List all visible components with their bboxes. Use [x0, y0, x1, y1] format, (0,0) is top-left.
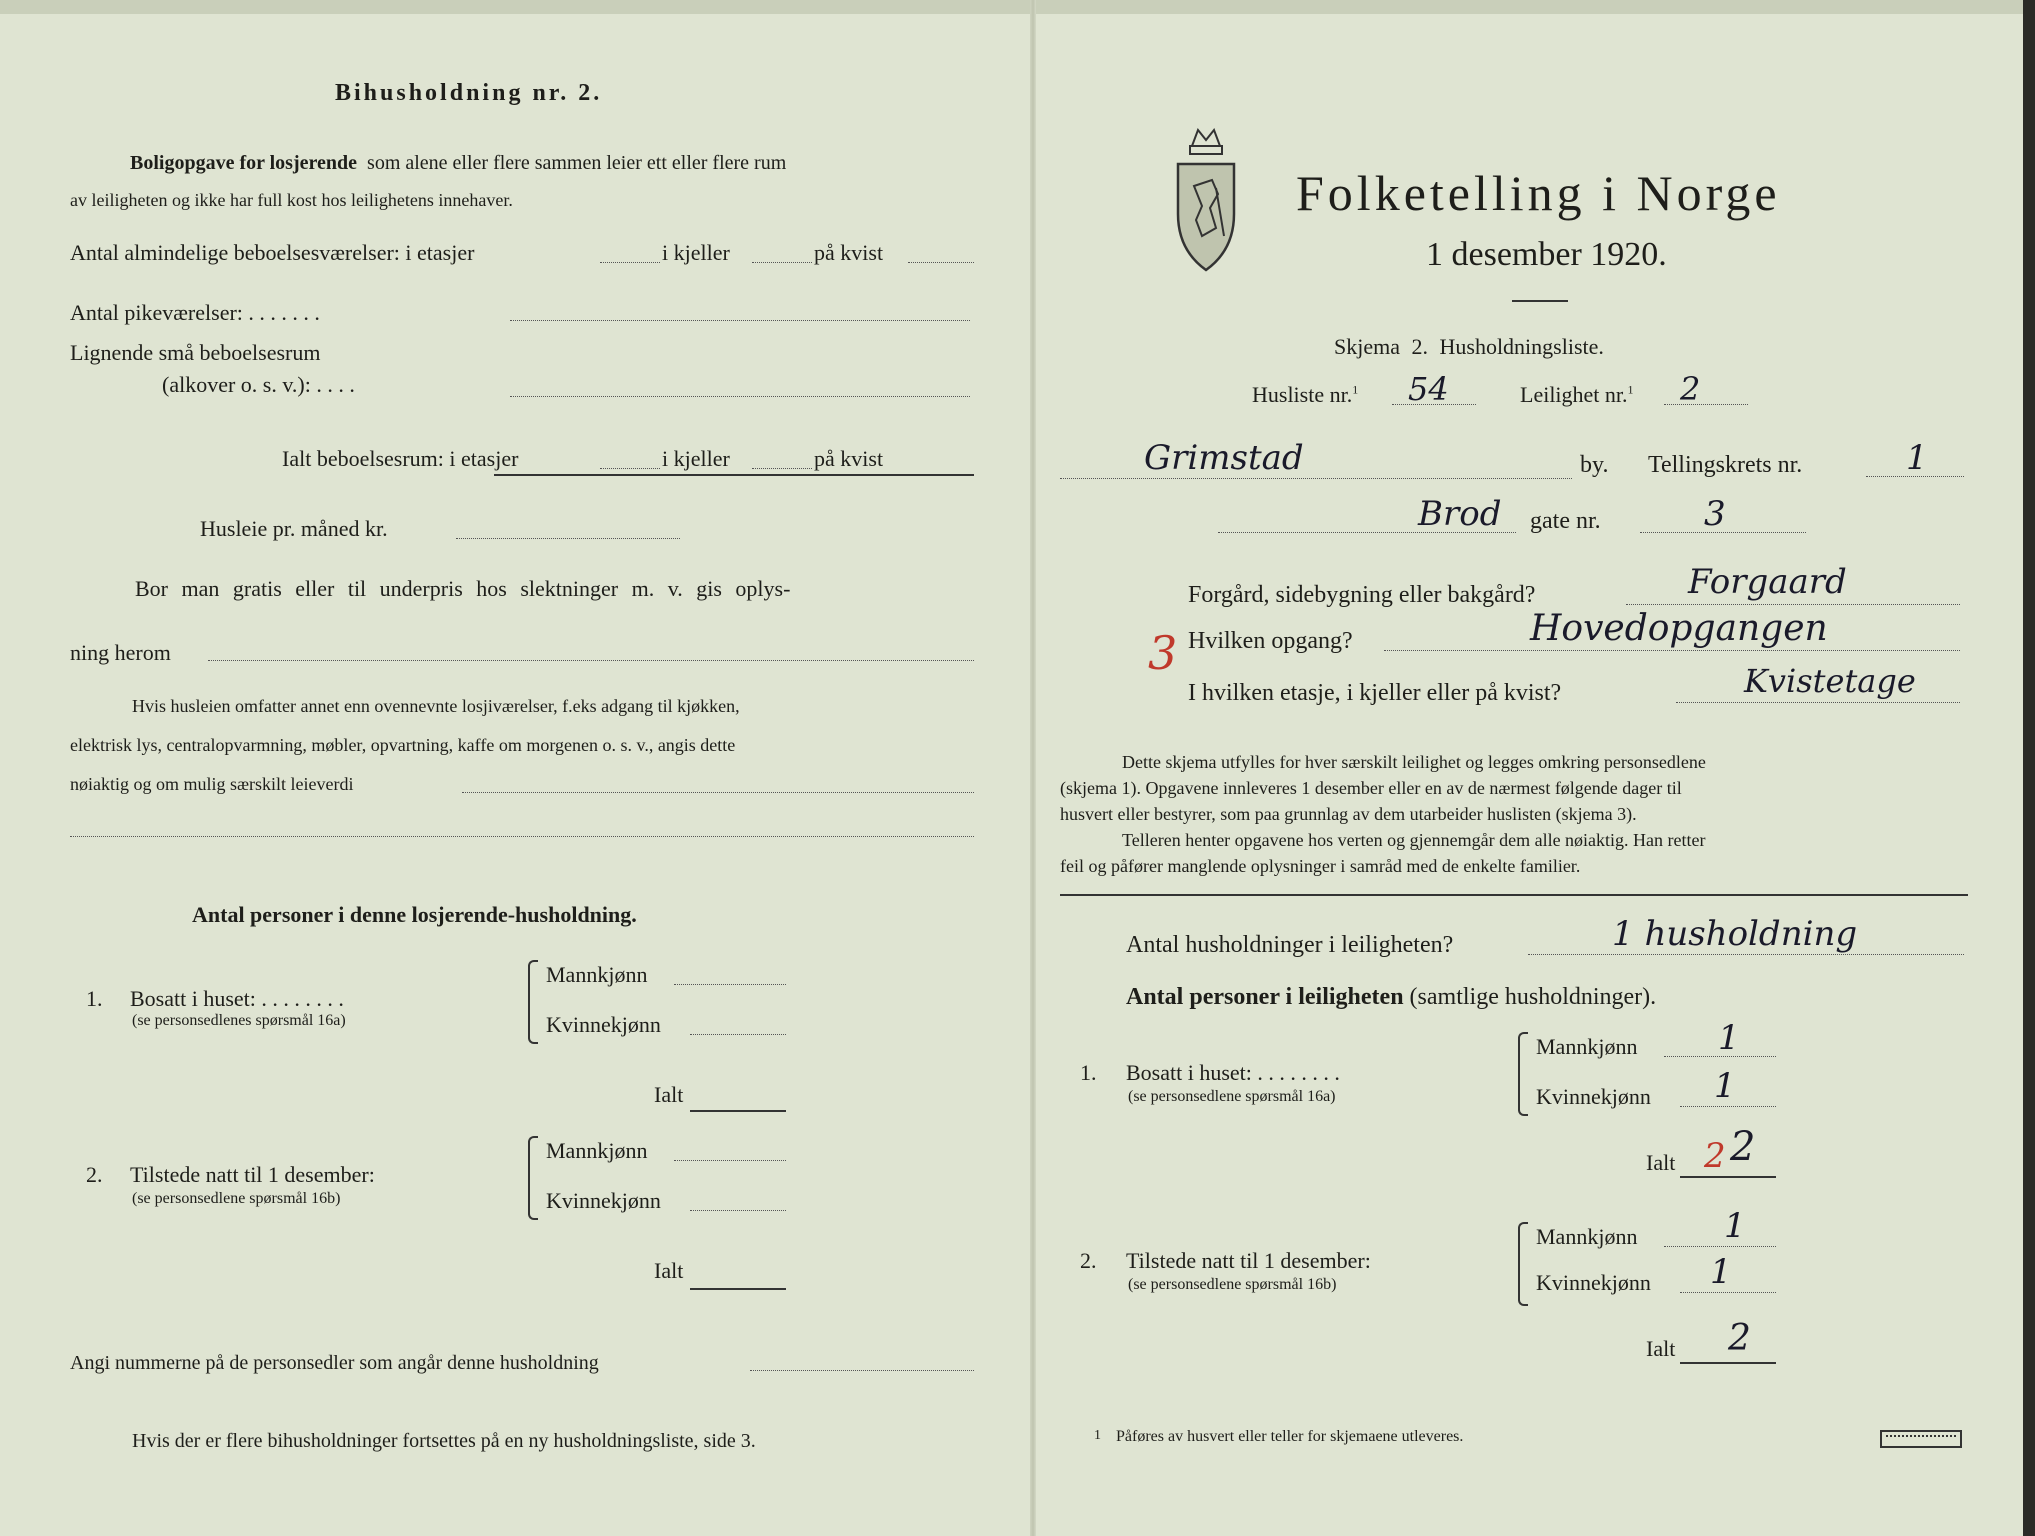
intro-line-1	[130, 152, 786, 175]
paper-top-edge	[0, 0, 2035, 14]
r-tilstede-kvinne-label: Kvinnekjønn	[1536, 1270, 1651, 1295]
by-label: by.	[1580, 452, 1609, 478]
krets-value: 1	[1906, 438, 1928, 478]
info-rule	[1060, 894, 1968, 896]
etasje-label: I hvilken etasje, i kjeller eller på kvist?	[1188, 680, 1562, 706]
leieverdi-field	[462, 792, 974, 793]
r-bosatt-ialt-label: Ialt	[1646, 1150, 1676, 1175]
opgang-label: Hvilken opgang?	[1188, 628, 1353, 654]
r-bosatt-brace	[1518, 1032, 1528, 1116]
opgang-field	[1384, 650, 1960, 651]
l-bosatt-brace	[528, 960, 538, 1044]
l-bosatt-kvinne-field	[690, 1034, 786, 1035]
r-bosatt-ialt-value: 2	[1730, 1124, 1756, 1170]
hvis-line-1: Hvis husleien omfatter annet enn ovennevnte losjiværelser, f.eks adgang til kjøkken,	[132, 696, 740, 716]
l-tilstede-kvinne-label: Kvinnekjønn	[546, 1188, 661, 1213]
left-title: Bihusholdning nr. 2.	[335, 80, 603, 106]
title-rule	[1512, 300, 1568, 302]
alm-kjeller-field	[752, 262, 812, 263]
gate-nr-value: 3	[1704, 494, 1726, 534]
husliste-label	[1252, 382, 1358, 408]
r-tilstede-mann-value: 1	[1724, 1206, 1746, 1246]
r-bosatt-kvinne-label: Kvinnekjønn	[1536, 1084, 1651, 1109]
footnote-text: Påføres av husvert eller teller for skjemaene utleveres.	[1116, 1428, 1464, 1445]
leilighet-footnote-mark: 1	[1627, 382, 1634, 397]
bor-man-line-2: ning herom	[70, 640, 171, 665]
skjema-label: Skjema 2. Husholdningsliste.	[1334, 334, 1604, 359]
l-bosatt-ref: (se personsedlenes spørsmål 16a)	[132, 1012, 346, 1029]
lignende-label-2: (alkover o. s. v.): . . . .	[162, 372, 355, 397]
l-bosatt-label: Bosatt i huset: . . . . . . . .	[130, 986, 344, 1011]
info-line-4: Telleren henter opgavene hos verten og gjennemgår dem alle nøiaktig. Han retter	[1122, 830, 1706, 850]
lignende-label-1: Lignende små beboelsesrum	[70, 340, 321, 365]
bor-man-field	[208, 660, 974, 661]
husleie-field	[456, 538, 680, 539]
census-date: 1 desember 1920.	[1426, 236, 1667, 273]
leilighet-value: 2	[1680, 370, 1701, 408]
info-line-3: husvert eller bestyrer, som paa grunnlag av dem utarbeider huslisten (skjema 3).	[1060, 804, 1637, 824]
antal-pike-label: Antal pikeværelser: . . . . . . .	[70, 300, 320, 325]
leilighet-field	[1664, 404, 1748, 405]
forgaard-field	[1626, 604, 1960, 605]
l-tilstede-mann-label: Mannkjønn	[546, 1138, 648, 1163]
intro-rest: som alene eller flere sammen leier ett eller flere rum	[367, 152, 787, 174]
etasje-value: Kvistetage	[1744, 662, 1916, 700]
info-line-5: feil og påfører manglende oplysninger i samråd med de enkelte familier.	[1060, 856, 1581, 876]
r-tilstede-ref: (se personsedlene spørsmål 16b)	[1128, 1276, 1337, 1293]
r-bosatt-label: Bosatt i huset: . . . . . . . .	[1126, 1060, 1340, 1085]
l-bosatt-ialt-field	[690, 1110, 786, 1112]
alm-kvist-field	[908, 262, 974, 263]
l-tilstede-mann-field	[674, 1160, 786, 1161]
ialt-kjeller-field	[752, 468, 812, 469]
printer-stamp-inner	[1886, 1435, 1956, 1437]
l-tilstede-ref: (se personsedlene spørsmål 16b)	[132, 1190, 341, 1207]
antal-pers-bold: Antal personer i leiligheten	[1126, 984, 1404, 1010]
r-tilstede-ialt-value: 2	[1728, 1318, 1751, 1359]
r-tilstede-ialt-label: Ialt	[1646, 1336, 1676, 1361]
info-line-2: (skjema 1). Opgavene innleveres 1 desember eller en av de nærmest følgende dager til	[1060, 778, 1682, 798]
r-tilstede-kvinne-value: 1	[1710, 1252, 1732, 1292]
page-fold	[1030, 0, 1036, 1536]
antal-pers-heading	[1126, 984, 1656, 1011]
leilighet-label	[1520, 382, 1634, 408]
footnote-mark: 1	[1094, 1428, 1101, 1443]
left-footer: Hvis der er flere bihusholdninger fortsettes på en ny husholdningsliste, side 3.	[132, 1430, 756, 1452]
l-tilstede-kvinne-field	[690, 1210, 786, 1211]
lignende-field	[510, 396, 970, 397]
antal-hush-field	[1528, 954, 1964, 955]
pike-field	[510, 320, 970, 321]
leieverdi-field-2	[70, 836, 974, 837]
l-bosatt-mann-field	[674, 984, 786, 985]
r-tilstede-mann-label: Mannkjønn	[1536, 1224, 1638, 1249]
l-bosatt-ialt-label: Ialt	[654, 1082, 684, 1107]
ialt-kvist-label: på kvist	[814, 446, 884, 471]
r-bosatt-ref: (se personsedlene spørsmål 16a)	[1128, 1088, 1336, 1105]
alm-kjeller-label: i kjeller	[662, 240, 730, 265]
angi-field	[750, 1370, 974, 1371]
ialt-bebo-label: Ialt beboelsesrum: i etasjer	[282, 446, 519, 471]
angi-label: Angi nummerne på de personsedler som angår denne husholdning	[70, 1352, 599, 1374]
antal-pers-rest: (samtlige husholdninger).	[1409, 984, 1657, 1010]
r-bosatt-mann-label: Mannkjønn	[1536, 1034, 1638, 1059]
alm-etasjer-field	[600, 262, 660, 263]
norway-coat-of-arms-icon	[1172, 124, 1240, 274]
r-tilstede-brace	[1518, 1222, 1528, 1306]
ialt-kjeller-label: i kjeller	[662, 446, 730, 471]
krets-label: Tellingskrets nr.	[1648, 452, 1803, 478]
husleie-label: Husleie pr. måned kr.	[200, 516, 388, 541]
l-tilstede-ialt-label: Ialt	[654, 1258, 684, 1283]
by-value: Grimstad	[1144, 438, 1304, 478]
r-bosatt-ialt-red-value: 2	[1704, 1136, 1726, 1176]
info-line-1: Dette skjema utfylles for hver særskilt leilighet og legges omkring personsedlene	[1122, 752, 1706, 772]
antal-alm-label: Antal almindelige beboelsesværelser: i etasjer	[70, 240, 475, 265]
l-tilstede-num: 2.	[86, 1162, 103, 1187]
r-tilstede-mann-field	[1664, 1246, 1776, 1247]
by-field	[1060, 478, 1572, 479]
right-title: Folketelling i Norge	[1296, 165, 1781, 221]
r-tilstede-ialt-field	[1680, 1362, 1776, 1364]
husliste-value: 54	[1408, 370, 1449, 408]
intro-bold: Boligopgave for losjerende	[130, 152, 358, 174]
l-bosatt-mann-label: Mannkjønn	[546, 962, 648, 987]
scan-border	[2023, 0, 2035, 1536]
l-bosatt-kvinne-label: Kvinnekjønn	[546, 1012, 661, 1037]
r-tilstede-num: 2.	[1080, 1248, 1097, 1273]
l-tilstede-brace	[528, 1136, 538, 1220]
ialt-underline	[494, 474, 974, 476]
gate-label: gate nr.	[1530, 508, 1601, 534]
hvis-line-2: elektrisk lys, centralopvarmning, møbler, opvartning, kaffe om morgenen o. s. v., angis dette	[70, 735, 736, 755]
leilighet-text: Leilighet nr.	[1520, 382, 1628, 407]
l-bosatt-num: 1.	[86, 986, 103, 1011]
ialt-etasjer-field	[600, 468, 660, 469]
l-tilstede-ialt-field	[690, 1288, 786, 1290]
l-tilstede-label: Tilstede natt til 1 desember:	[130, 1162, 375, 1187]
alm-kvist-label: på kvist	[814, 240, 884, 265]
intro-line-2: av leiligheten og ikke har full kost hos leilighetens innehaver.	[70, 190, 513, 210]
r-tilstede-label: Tilstede natt til 1 desember:	[1126, 1248, 1371, 1273]
red-correction-mark: 3	[1148, 626, 1178, 680]
r-bosatt-kvinne-field	[1680, 1106, 1776, 1107]
r-bosatt-num: 1.	[1080, 1060, 1097, 1085]
gate-value: Brod	[1418, 494, 1502, 534]
antal-hush-label: Antal husholdninger i leiligheten?	[1126, 932, 1454, 958]
forgaard-label: Forgård, sidebygning eller bakgård?	[1188, 582, 1536, 608]
printer-stamp	[1880, 1430, 1962, 1448]
r-bosatt-ialt-field	[1680, 1176, 1776, 1178]
antal-personer-heading: Antal personer i denne losjerende-husholdning.	[192, 902, 637, 927]
bor-man-line-1: Bor man gratis eller til underpris hos slektninger m. v. gis oplys-	[135, 576, 791, 601]
r-tilstede-kvinne-field	[1680, 1292, 1776, 1293]
opgang-value: Hovedopgangen	[1530, 608, 1828, 649]
husliste-text: Husliste nr.	[1252, 382, 1353, 407]
hvis-line-3: nøiaktig og om mulig særskilt leieverdi	[70, 774, 354, 794]
antal-hush-value: 1 husholdning	[1612, 914, 1858, 954]
husliste-footnote-mark: 1	[1352, 382, 1359, 397]
etasje-field	[1676, 702, 1960, 703]
r-bosatt-kvinne-value: 1	[1714, 1066, 1736, 1106]
r-bosatt-mann-value: 1	[1718, 1018, 1740, 1058]
forgaard-value: Forgaard	[1688, 562, 1847, 602]
